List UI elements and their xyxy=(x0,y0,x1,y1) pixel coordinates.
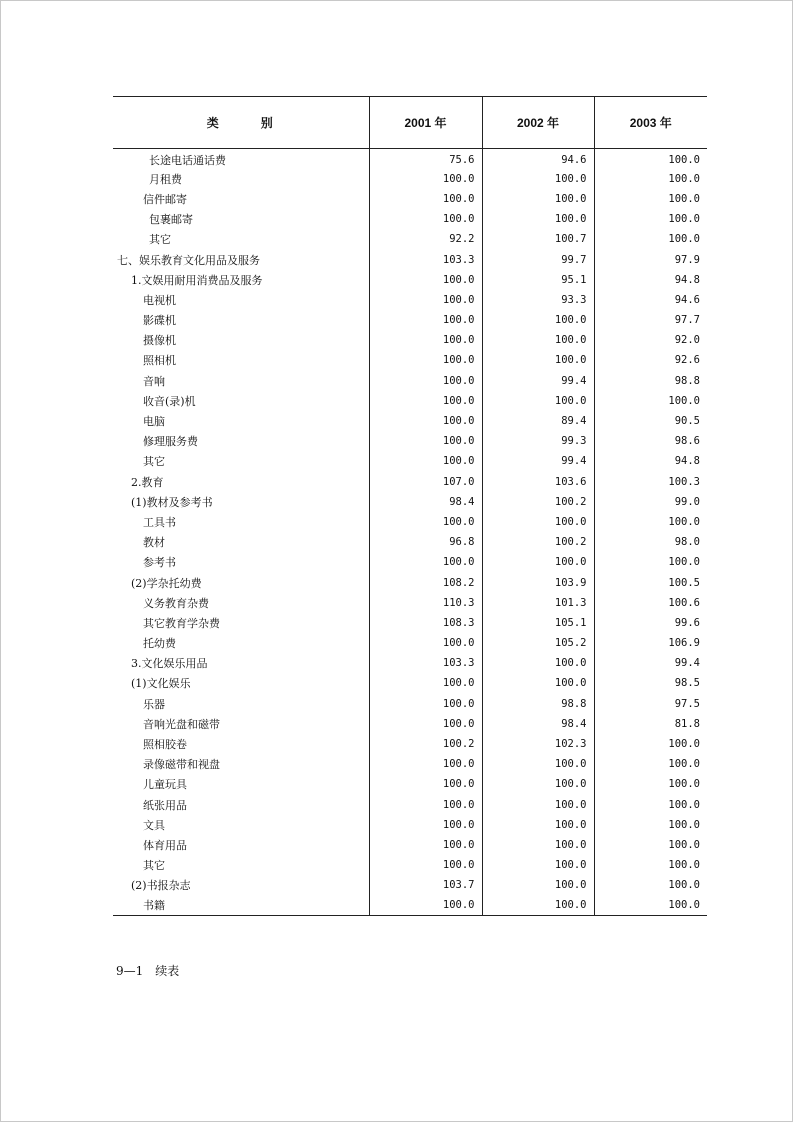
value-2002: 100.0 xyxy=(482,774,594,794)
value-2002: 100.0 xyxy=(482,330,594,350)
table-row xyxy=(113,451,707,471)
value-2001: 103.7 xyxy=(369,875,482,895)
row-category-label: 教材 xyxy=(143,536,165,550)
value-2002: 100.0 xyxy=(482,653,594,673)
row-category-label: 3.文化娱乐用品 xyxy=(131,657,208,671)
table-row xyxy=(113,613,707,633)
table-row xyxy=(113,593,707,613)
row-category-label: 托幼费 xyxy=(143,637,176,651)
value-2002: 100.7 xyxy=(482,229,594,249)
value-2003: 98.6 xyxy=(594,431,707,451)
value-2002: 100.0 xyxy=(482,795,594,815)
table-row xyxy=(113,209,707,229)
row-category-label: 信件邮寄 xyxy=(143,192,187,206)
value-2003: 100.0 xyxy=(594,552,707,572)
value-2002: 103.9 xyxy=(482,572,594,592)
value-2003: 100.0 xyxy=(594,815,707,835)
value-2002: 99.4 xyxy=(482,451,594,471)
value-2001: 100.2 xyxy=(369,734,482,754)
table-row xyxy=(113,330,707,350)
table-body xyxy=(113,149,707,916)
value-2002: 100.0 xyxy=(482,552,594,572)
table-row xyxy=(113,673,707,693)
row-category-label: 收音(录)机 xyxy=(143,394,196,408)
value-2001: 103.3 xyxy=(369,249,482,269)
value-2002: 95.1 xyxy=(482,270,594,290)
row-category-label: 其它 xyxy=(143,455,165,469)
value-2002: 105.2 xyxy=(482,633,594,653)
row-category-label: 包裹邮寄 xyxy=(149,213,193,227)
row-category-label: (2)学杂托幼费 xyxy=(131,576,202,590)
value-2003: 100.0 xyxy=(594,855,707,875)
value-2001: 100.0 xyxy=(369,330,482,350)
value-2002: 100.0 xyxy=(482,209,594,229)
table-row xyxy=(113,875,707,895)
value-2001: 100.0 xyxy=(369,512,482,532)
value-2002: 99.4 xyxy=(482,371,594,391)
value-2001: 110.3 xyxy=(369,593,482,613)
value-2001: 100.0 xyxy=(369,169,482,189)
table-row xyxy=(113,895,707,915)
table-header-row xyxy=(113,97,707,149)
value-2001: 100.0 xyxy=(369,209,482,229)
value-2001: 100.0 xyxy=(369,391,482,411)
row-category-label: 其它 xyxy=(149,233,171,247)
row-category-label: 录像磁带和视盘 xyxy=(143,758,220,772)
table-row xyxy=(113,572,707,592)
table-row xyxy=(113,835,707,855)
table-row xyxy=(113,270,707,290)
value-2003: 100.0 xyxy=(594,835,707,855)
table-row xyxy=(113,350,707,370)
table-row xyxy=(113,492,707,512)
year-2002-header: 2002 年 xyxy=(482,97,594,149)
table-row xyxy=(113,411,707,431)
value-2002: 94.6 xyxy=(482,149,594,169)
table-row xyxy=(113,391,707,411)
table-row xyxy=(113,795,707,815)
value-2001: 96.8 xyxy=(369,532,482,552)
value-2001: 92.2 xyxy=(369,229,482,249)
value-2001: 100.0 xyxy=(369,350,482,370)
table-row xyxy=(113,633,707,653)
table-row xyxy=(113,552,707,572)
row-category-label: 影碟机 xyxy=(143,314,176,328)
value-2002: 100.0 xyxy=(482,835,594,855)
value-2001: 100.0 xyxy=(369,754,482,774)
row-category-label: 电视机 xyxy=(143,293,176,307)
row-category-label: 其它教育学杂费 xyxy=(143,616,220,630)
value-2003: 92.0 xyxy=(594,330,707,350)
value-2001: 100.0 xyxy=(369,714,482,734)
row-category-label: 书籍 xyxy=(113,895,369,915)
value-2001: 98.4 xyxy=(369,492,482,512)
table-row xyxy=(113,229,707,249)
value-2001: 100.0 xyxy=(369,795,482,815)
price-index-table xyxy=(113,96,707,916)
value-2003: 100.0 xyxy=(594,209,707,229)
table-row xyxy=(113,754,707,774)
value-2002: 89.4 xyxy=(482,411,594,431)
table-row xyxy=(113,774,707,794)
value-2001: 100.0 xyxy=(369,774,482,794)
value-2003: 100.0 xyxy=(594,875,707,895)
table-row xyxy=(113,290,707,310)
value-2003: 98.8 xyxy=(594,371,707,391)
row-category-label: 文具 xyxy=(143,818,165,832)
table-row xyxy=(113,734,707,754)
value-2002: 100.0 xyxy=(482,875,594,895)
row-category-label: 乐器 xyxy=(143,697,165,711)
value-2003: 94.6 xyxy=(594,290,707,310)
table-row xyxy=(113,694,707,714)
table-row xyxy=(113,714,707,734)
value-2002: 100.0 xyxy=(482,350,594,370)
category-column-header xyxy=(113,97,369,149)
value-2003: 98.5 xyxy=(594,673,707,693)
table-row xyxy=(113,249,707,269)
value-2002: 100.0 xyxy=(482,189,594,209)
value-2003: 100.0 xyxy=(594,169,707,189)
value-2001: 100.0 xyxy=(369,451,482,471)
category-header-part-1: 类 xyxy=(206,116,221,130)
value-2003: 99.4 xyxy=(594,653,707,673)
value-2003: 97.9 xyxy=(594,249,707,269)
category-header-part-2: 别 xyxy=(260,116,275,130)
row-category-label: 七、娱乐教育文化用品及服务 xyxy=(117,253,260,267)
value-2002: 100.0 xyxy=(482,673,594,693)
value-2003: 100.0 xyxy=(594,895,707,915)
value-2001: 100.0 xyxy=(369,835,482,855)
row-category-label: 纸张用品 xyxy=(143,798,187,812)
value-2002: 100.0 xyxy=(482,512,594,532)
row-category-label: (2)书报杂志 xyxy=(131,879,191,893)
value-2003: 90.5 xyxy=(594,411,707,431)
value-2001: 100.0 xyxy=(369,855,482,875)
value-2002: 100.0 xyxy=(482,895,594,915)
row-category-label: 义务教育杂费 xyxy=(143,596,209,610)
value-2003: 97.5 xyxy=(594,694,707,714)
row-category-label: 摄像机 xyxy=(143,334,176,348)
table-row xyxy=(113,169,707,189)
value-2001: 100.0 xyxy=(369,290,482,310)
year-2001-header: 2001 年 xyxy=(369,97,482,149)
value-2003: 99.6 xyxy=(594,613,707,633)
value-2002: 99.3 xyxy=(482,431,594,451)
value-2001: 100.0 xyxy=(369,431,482,451)
value-2003: 100.5 xyxy=(594,572,707,592)
value-2002: 100.0 xyxy=(482,169,594,189)
value-2002: 100.0 xyxy=(482,754,594,774)
value-2002: 93.3 xyxy=(482,290,594,310)
value-2001: 100.0 xyxy=(369,371,482,391)
row-category-label: 体育用品 xyxy=(143,838,187,852)
row-category-label: 照相胶卷 xyxy=(143,738,187,752)
value-2003: 100.0 xyxy=(594,229,707,249)
value-2001: 108.2 xyxy=(369,572,482,592)
row-category-label: 月租费 xyxy=(149,172,182,186)
value-2003: 100.3 xyxy=(594,472,707,492)
table-row xyxy=(113,512,707,532)
table-row xyxy=(113,310,707,330)
value-2001: 100.0 xyxy=(369,310,482,330)
row-category-label: 修理服务费 xyxy=(143,435,198,449)
table-row xyxy=(113,371,707,391)
value-2001: 100.0 xyxy=(369,895,482,915)
table-row xyxy=(113,149,707,169)
value-2003: 98.0 xyxy=(594,532,707,552)
value-2003: 100.6 xyxy=(594,593,707,613)
table-row xyxy=(113,431,707,451)
value-2001: 75.6 xyxy=(369,149,482,169)
table-row xyxy=(113,472,707,492)
row-category-label: 音响 xyxy=(143,374,165,388)
row-category-label: 2.教育 xyxy=(131,475,164,489)
row-category-label: 其它 xyxy=(143,859,165,873)
value-2002: 100.2 xyxy=(482,492,594,512)
value-2003: 94.8 xyxy=(594,451,707,471)
value-2001: 100.0 xyxy=(369,815,482,835)
row-category-label: 参考书 xyxy=(143,556,176,570)
value-2003: 100.0 xyxy=(594,391,707,411)
value-2002: 98.4 xyxy=(482,714,594,734)
value-2001: 108.3 xyxy=(369,613,482,633)
value-2001: 100.0 xyxy=(369,694,482,714)
row-category-label: 工具书 xyxy=(143,515,176,529)
value-2003: 100.0 xyxy=(594,734,707,754)
value-2003: 97.7 xyxy=(594,310,707,330)
footer-note: 9—1 续表 xyxy=(116,964,180,978)
value-2002: 98.8 xyxy=(482,694,594,714)
value-2003: 81.8 xyxy=(594,714,707,734)
table-row xyxy=(113,815,707,835)
value-2002: 100.0 xyxy=(482,310,594,330)
value-2001: 100.0 xyxy=(369,633,482,653)
value-2001: 100.0 xyxy=(369,270,482,290)
value-2003: 92.6 xyxy=(594,350,707,370)
value-2003: 100.0 xyxy=(594,754,707,774)
value-2001: 100.0 xyxy=(369,673,482,693)
table-row xyxy=(113,855,707,875)
value-2001: 107.0 xyxy=(369,472,482,492)
row-category-label: 电脑 xyxy=(143,415,165,429)
value-2002: 100.2 xyxy=(482,532,594,552)
value-2001: 100.0 xyxy=(369,411,482,431)
value-2003: 94.8 xyxy=(594,270,707,290)
value-2003: 100.0 xyxy=(594,149,707,169)
row-category-label: 儿童玩具 xyxy=(143,778,187,792)
year-2003-header: 2003 年 xyxy=(594,97,707,149)
row-category-label: 音响光盘和磁带 xyxy=(143,717,220,731)
value-2001: 100.0 xyxy=(369,552,482,572)
value-2001: 100.0 xyxy=(369,189,482,209)
table-row xyxy=(113,189,707,209)
value-2003: 106.9 xyxy=(594,633,707,653)
row-category-label: 1.文娱用耐用消费品及服务 xyxy=(131,273,263,287)
value-2003: 100.0 xyxy=(594,774,707,794)
row-category-label: (1)教材及参考书 xyxy=(131,495,213,509)
value-2003: 100.0 xyxy=(594,795,707,815)
value-2002: 99.7 xyxy=(482,249,594,269)
row-category-label: 长途电话通话费 xyxy=(149,153,226,167)
value-2003: 100.0 xyxy=(594,189,707,209)
value-2003: 100.0 xyxy=(594,512,707,532)
value-2002: 105.1 xyxy=(482,613,594,633)
table-row xyxy=(113,532,707,552)
row-category-label: 照相机 xyxy=(143,354,176,368)
value-2002: 100.0 xyxy=(482,855,594,875)
value-2002: 100.0 xyxy=(482,815,594,835)
value-2002: 101.3 xyxy=(482,593,594,613)
value-2002: 103.6 xyxy=(482,472,594,492)
table-row xyxy=(113,653,707,673)
row-category-label: (1)文化娱乐 xyxy=(131,677,191,691)
value-2001: 103.3 xyxy=(369,653,482,673)
value-2002: 100.0 xyxy=(482,391,594,411)
value-2002: 102.3 xyxy=(482,734,594,754)
value-2003: 99.0 xyxy=(594,492,707,512)
